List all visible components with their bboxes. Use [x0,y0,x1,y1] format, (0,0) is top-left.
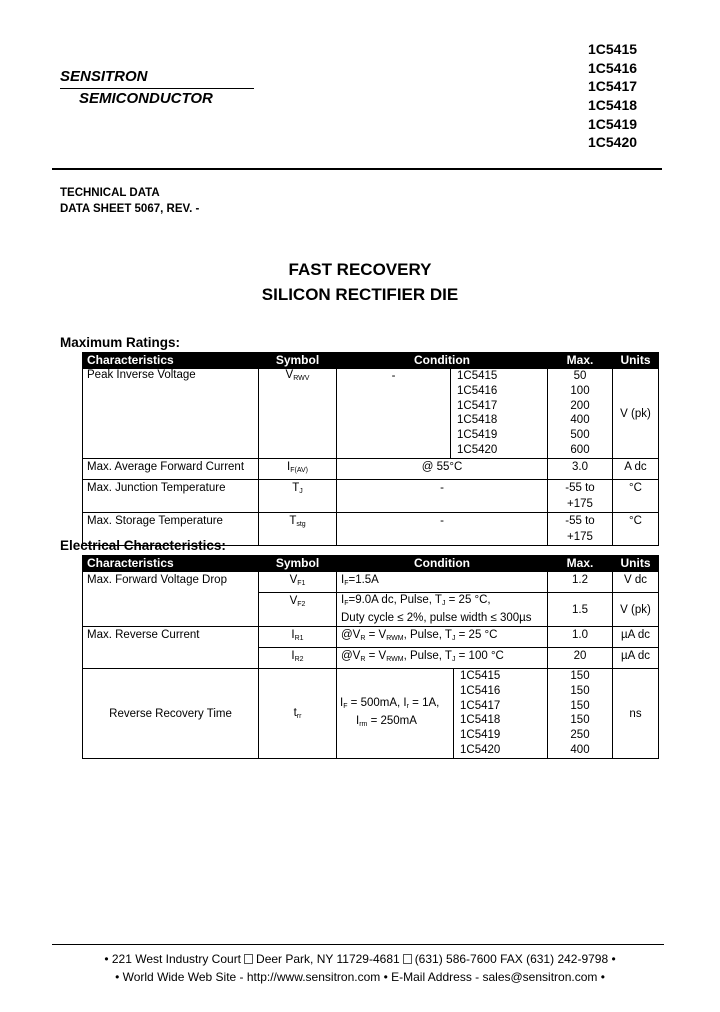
company-name-line2: SEMICONDUCTOR [79,90,213,107]
part-number: 1C5416 [588,59,638,76]
col-max: Max. [548,353,613,369]
row-units: °C [613,513,659,546]
part-number: 1C5418 [588,97,638,114]
ir2-max: 20 [548,648,613,669]
part-number: 1C5415 [457,370,498,382]
vf2-units: V (pk) [613,593,659,627]
vf2-symbol: $V_{F2}$ [259,593,337,627]
vf1-symbol: $V_{F1}$ [259,572,337,593]
page-title-line1: FAST RECOVERY [288,260,432,279]
col-characteristics: Characteristics [83,556,259,572]
trr-condition [337,669,548,759]
piv-characteristic: Peak Inverse Voltage [83,369,259,459]
part-number: 1C5420 [588,134,638,151]
vf2-condition: $I_F=9.0A$ dc, Pulse, $T_J = 25$ °C, Duty cycle ≤ 2%, pulse width ≤ 300µs [337,593,548,627]
vf-characteristic: Max. Forward Voltage Drop [83,572,259,627]
row-max: 3.0 [548,459,613,480]
vf1-units: V dc [613,572,659,593]
piv-max: 50 100 200 400 500 600 [548,369,613,459]
data-sheet-label: DATA SHEET 5067, REV. - [60,203,200,215]
trr-symbol: $t_{rr}$ [259,669,337,759]
table-row [83,480,659,513]
part-number: 1C5416 [460,684,501,697]
footer-address: • 221 West Industry Court Deer Park, NY 11729-4681 (631) 586-7600 FAX (631) 242-9798 • [104,952,616,966]
electrical-heading: Electrical Characteristics: [60,538,226,553]
footer-contact: • World Wide Web Site - http://www.sensitron.com • E-Mail Address - sales@sensitron.com • [115,970,605,984]
row-characteristic: Max. Average Forward Current [83,459,259,480]
footer-divider [52,944,664,945]
row-characteristic: Max. Storage Temperature [83,513,259,546]
ir1-max: 1.0 [548,627,613,648]
part-number: 1C5417 [460,699,501,712]
row-symbol: $T_{stg}$ [259,513,337,546]
part-number: 1C5417 [457,399,498,412]
row-condition: - [337,480,548,513]
trr-units: ns [613,669,659,759]
col-condition: Condition [337,353,548,369]
col-units: Units [613,556,659,572]
page-title-line2: SILICON RECTIFIER DIE [261,285,459,304]
table-row [83,572,659,593]
part-number-list [588,40,637,152]
document-info [60,185,199,217]
company-name-line1: SENSITRON [60,68,148,85]
trr-condition-text: $I_F = 500mA$, $I_r = 1A$, $I_{rm} = 250mA$ [337,669,454,758]
ir1-condition: $@V_R = V_{RWM}$, Pulse, $T_J = 25$ °C [337,627,548,648]
part-number: 1C5419 [457,429,498,442]
max-ratings-table [82,352,659,546]
part-number: 1C5417 [588,78,638,95]
col-condition: Condition [337,556,548,572]
col-max: Max. [548,556,613,572]
part-number: 1C5419 [460,729,501,742]
ir2-units: µA dc [613,648,659,669]
part-number: 1C5418 [457,414,498,427]
row-symbol: $I_{F(AV)}$ [259,459,337,480]
row-condition: @ 55°C [337,459,548,480]
vf1-condition: $I_F=1.5A$ [337,572,548,593]
table-row [83,369,659,459]
vf2-max: 1.5 [548,593,613,627]
ir1-symbol: $I_{R1}$ [259,627,337,648]
part-number: 1C5420 [457,443,498,456]
company-underline [60,88,254,89]
row-condition: - [337,513,548,546]
col-units: Units [613,353,659,369]
col-characteristics: Characteristics [83,353,259,369]
part-number: 1C5416 [457,384,498,397]
phone-icon [403,954,412,964]
part-number: 1C5419 [588,115,638,132]
row-max: -55 to +175 [548,480,613,513]
piv-condition-dash: - [337,369,451,458]
phone-icon [244,954,253,964]
tech-data-label: TECHNICAL DATA [60,187,160,199]
trr-max: 150 150 150 150 250 400 [548,669,613,759]
table-header-row [83,353,659,369]
part-number: 1C5418 [460,714,501,727]
electrical-table [82,555,659,759]
part-number: 1C5415 [460,670,501,682]
row-symbol: $T_J$ [259,480,337,513]
table-row [83,627,659,648]
col-symbol: Symbol [259,556,337,572]
part-number: 1C5420 [460,743,501,756]
piv-condition [337,369,548,459]
table-header-row [83,556,659,572]
piv-units: V (pk) [613,369,659,459]
part-number: 1C5415 [588,41,638,57]
trr-characteristic: Reverse Recovery Time [83,669,259,759]
col-symbol: Symbol [259,353,337,369]
ir2-condition: $@V_R = V_{RWM}$, Pulse, $T_J = 100$ °C [337,648,548,669]
row-characteristic: Max. Junction Temperature [83,480,259,513]
ir2-symbol: $I_{R2}$ [259,648,337,669]
table-row [83,669,659,759]
vf1-max: 1.2 [548,572,613,593]
row-units: °C [613,480,659,513]
row-max: -55 to +175 [548,513,613,546]
ir-characteristic: Max. Reverse Current [83,627,259,669]
header-divider [52,168,662,170]
max-ratings-heading: Maximum Ratings: [60,335,181,350]
ir1-units: µA dc [613,627,659,648]
table-row [83,459,659,480]
row-units: A dc [613,459,659,480]
piv-symbol: $V_{RWV}$ [259,369,337,459]
